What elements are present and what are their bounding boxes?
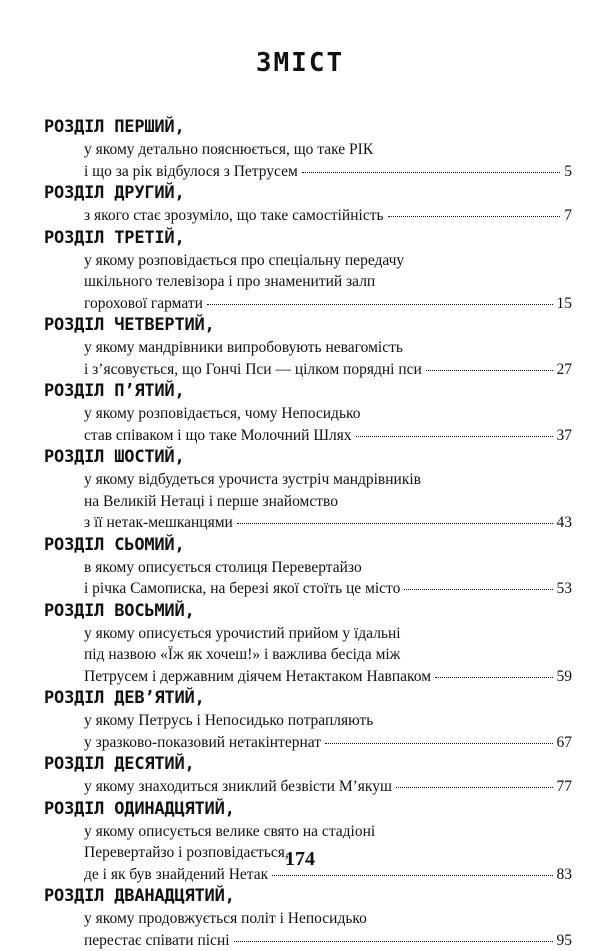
chapter-heading: РОЗДІЛ ДВАНАДЦЯТИЙ, bbox=[44, 885, 572, 908]
chapter-heading: РОЗДІЛ ШОСТИЙ, bbox=[44, 446, 572, 469]
chapter-description-text: у якому знаходиться зниклий безвісти М’якуш bbox=[84, 776, 392, 798]
chapter-description-text: перестає співати пісні bbox=[84, 930, 230, 951]
toc-entry bbox=[44, 534, 572, 600]
toc-entry bbox=[44, 182, 572, 227]
toc-entry bbox=[44, 116, 572, 182]
chapter-description-last-line bbox=[84, 359, 572, 381]
chapter-heading: РОЗДІЛ ПЕРШИЙ, bbox=[44, 116, 572, 139]
chapter-heading: РОЗДІЛ ДЕСЯТИЙ, bbox=[44, 753, 572, 776]
chapter-description-last-line bbox=[84, 161, 572, 183]
chapter-description-last-line bbox=[84, 776, 572, 798]
chapter-description-text: і річка Самописка, на березі якої стоїть це місто bbox=[84, 578, 400, 600]
chapter-description-line: на Великій Нетаці і перше знайомство bbox=[84, 491, 572, 513]
chapter-description-text: де і як був знайдений Нетак bbox=[84, 864, 268, 886]
chapter-description-text: став співаком і що таке Молочний Шлях bbox=[84, 425, 352, 447]
chapter-description-line: у якому мандрівники випробовують невагомість bbox=[84, 337, 572, 359]
dot-leader bbox=[404, 588, 552, 590]
chapter-description-line: у якому розповідається про спеціальну передачу bbox=[84, 250, 572, 272]
chapter-description-last-line bbox=[84, 293, 572, 315]
chapter-page-number: 15 bbox=[557, 293, 573, 315]
chapter-description-text: і з’ясовується, що Гончі Пси — цілком порядні пси bbox=[84, 359, 422, 381]
dot-leader bbox=[426, 369, 553, 371]
chapter-heading: РОЗДІЛ ДЕВ’ЯТИЙ, bbox=[44, 687, 572, 710]
chapter-description-last-line bbox=[84, 666, 572, 688]
chapter-description-text: і що за рік відбулося з Петрусем bbox=[84, 161, 298, 183]
chapter-page-number: 37 bbox=[557, 425, 573, 447]
chapter-description-last-line bbox=[84, 425, 572, 447]
chapter-description-last-line bbox=[84, 512, 572, 534]
chapter-description-line: у якому детально пояснюється, що таке РІК bbox=[84, 139, 572, 161]
chapter-page-number: 5 bbox=[564, 161, 572, 183]
chapter-heading: РОЗДІЛ ТРЕТІЙ, bbox=[44, 227, 572, 250]
table-of-contents bbox=[44, 116, 572, 951]
chapter-description-text: Петрусем і державним діячем Нетактаком Навпаком bbox=[84, 666, 431, 688]
chapter-description-text: з її нетак-мешканцями bbox=[84, 512, 233, 534]
chapter-description-text: з якого стає зрозуміло, що таке самостійність bbox=[84, 205, 384, 227]
chapter-heading: РОЗДІЛ ВОСЬМИЙ, bbox=[44, 600, 572, 623]
chapter-description-line: в якому описується столиця Перевертайзо bbox=[84, 557, 572, 579]
dot-leader bbox=[234, 940, 553, 942]
dot-leader bbox=[272, 874, 552, 876]
chapter-description-line: у якому Петрусь і Непосидько потрапляють bbox=[84, 710, 572, 732]
chapter-heading: РОЗДІЛ СЬОМИЙ, bbox=[44, 534, 572, 557]
chapter-description-text: у зразково-показовий нетакінтернат bbox=[84, 732, 321, 754]
chapter-heading: РОЗДІЛ П’ЯТИЙ, bbox=[44, 380, 572, 403]
chapter-heading: РОЗДІЛ ДРУГИЙ, bbox=[44, 182, 572, 205]
chapter-description-last-line bbox=[84, 578, 572, 600]
page-number: 174 bbox=[0, 848, 600, 871]
chapter-description-line: у якому відбудеться урочиста зустріч мандрівників bbox=[84, 469, 572, 491]
dot-leader bbox=[207, 303, 553, 305]
dot-leader bbox=[396, 786, 553, 788]
toc-entry bbox=[44, 380, 572, 446]
toc-entry bbox=[44, 600, 572, 688]
chapter-heading: РОЗДІЛ ЧЕТВЕРТИЙ, bbox=[44, 314, 572, 337]
chapter-page-number: 53 bbox=[557, 578, 573, 600]
chapter-description-line: у якому описується велике свято на стадіоні bbox=[84, 821, 572, 843]
chapter-page-number: 7 bbox=[564, 205, 572, 227]
toc-entry bbox=[44, 314, 572, 380]
chapter-page-number: 27 bbox=[557, 359, 573, 381]
toc-entry bbox=[44, 446, 572, 534]
chapter-description-last-line bbox=[84, 930, 572, 951]
chapter-page-number: 95 bbox=[557, 930, 573, 951]
chapter-description-line: у якому продовжується політ і Непосидько bbox=[84, 908, 572, 930]
chapter-description-line: Перевертайзо і розповідається, bbox=[84, 842, 572, 864]
dot-leader bbox=[435, 676, 552, 678]
chapter-description-line: шкільного телевізора і про знаменитий залп bbox=[84, 271, 572, 293]
dot-leader bbox=[302, 171, 560, 173]
toc-entry bbox=[44, 798, 572, 886]
chapter-description-line: під назвою «Їж як хочеш!» і важлива бесіда між bbox=[84, 644, 572, 666]
chapter-description-line: у якому розповідається, чому Непосидько bbox=[84, 403, 572, 425]
dot-leader bbox=[356, 435, 553, 437]
dot-leader bbox=[237, 522, 553, 524]
chapter-description-last-line bbox=[84, 205, 572, 227]
dot-leader bbox=[388, 215, 561, 217]
page-title: ЗМІСТ bbox=[0, 48, 600, 78]
chapter-page-number: 83 bbox=[557, 864, 573, 886]
chapter-description-text: горохової гармати bbox=[84, 293, 203, 315]
chapter-heading: РОЗДІЛ ОДИНАДЦЯТИЙ, bbox=[44, 798, 572, 821]
dot-leader bbox=[325, 742, 552, 744]
chapter-page-number: 67 bbox=[557, 732, 573, 754]
chapter-page-number: 77 bbox=[557, 776, 573, 798]
toc-entry bbox=[44, 227, 572, 315]
toc-entry bbox=[44, 687, 572, 753]
chapter-description-last-line bbox=[84, 732, 572, 754]
chapter-page-number: 43 bbox=[557, 512, 573, 534]
chapter-description-line: у якому описується урочистий прийом у їдальні bbox=[84, 623, 572, 645]
toc-entry bbox=[44, 753, 572, 798]
toc-entry bbox=[44, 885, 572, 951]
chapter-page-number: 59 bbox=[557, 666, 573, 688]
